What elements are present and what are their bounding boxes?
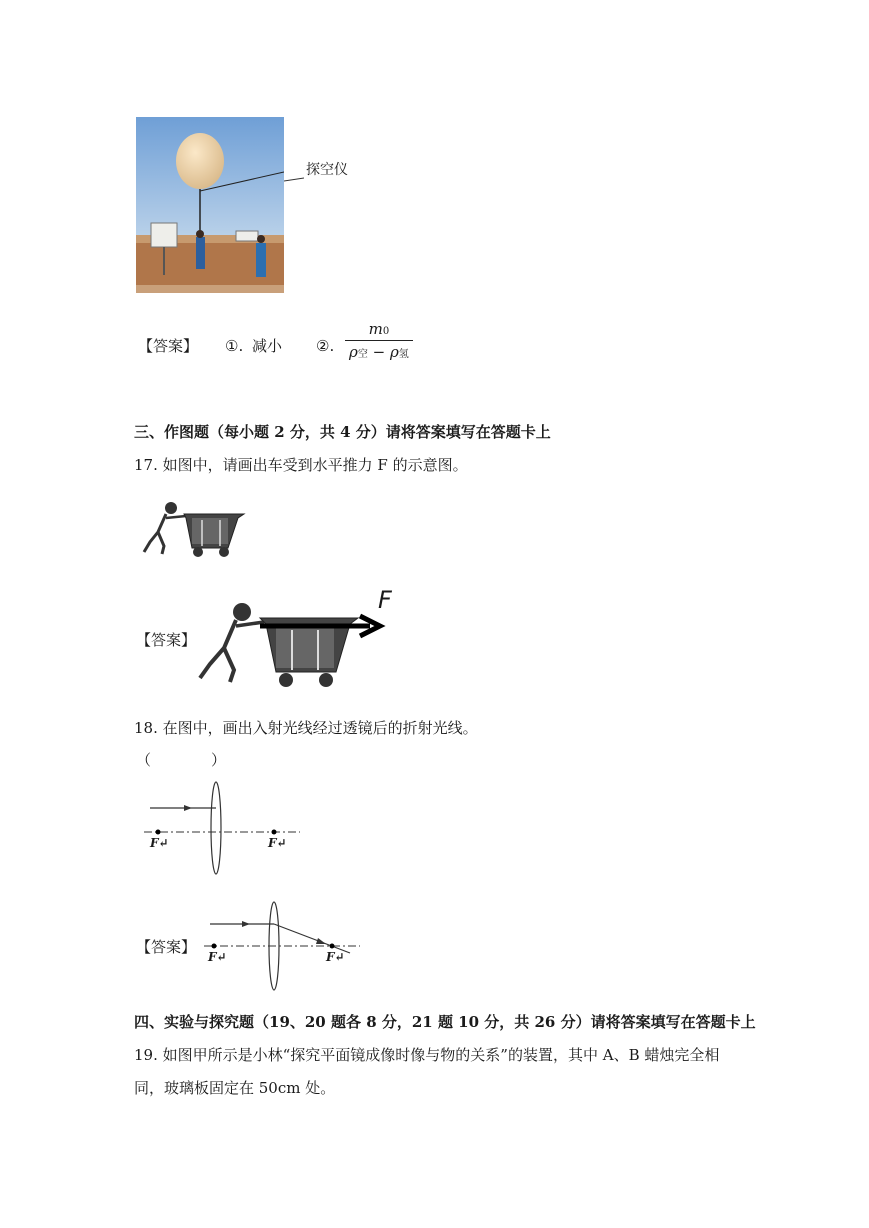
cart-answer-figure (190, 590, 400, 694)
force-label: F (378, 586, 392, 614)
answer-mark-1: ①. (225, 337, 244, 355)
answer-mark-2: ②. (316, 337, 335, 355)
balloon-photo (136, 117, 284, 293)
question-18-text: 18. 在图中，画出入射光线经过透镜后的折射光线。 (134, 719, 478, 737)
pointer-line (284, 168, 304, 187)
section-3-heading: 三、作图题（每小题 2 分，共 4 分）请将答案填写在答题卡上 (134, 423, 551, 441)
question-18-paren: （ ） (136, 751, 227, 769)
cart-figure (136, 496, 248, 564)
lens-figure (140, 780, 310, 884)
frac-den-sub-b: 氢 (398, 349, 409, 360)
frac-numerator: m (368, 320, 383, 338)
frac-den-rho-a: ρ (349, 343, 358, 361)
probe-label: 探空仪 (306, 162, 348, 178)
question-19-line-1: 19. 如图甲所示是小林“探究平面镜成像时像与物的关系”的装置，其中 A、B 蜡烛完全相 (134, 1046, 720, 1064)
answer-focus-left-label: F↵ (208, 950, 227, 964)
frac-den-sub-a: 空 (357, 349, 368, 360)
answer-17-tag: 【答案】 (136, 631, 197, 649)
answer-text-1: 减小 (252, 337, 283, 355)
frac-numerator-sub: 0 (382, 326, 390, 337)
answer-fraction (345, 320, 413, 361)
focus-left-label: F↵ (150, 836, 169, 850)
answer-tag: 【答案】 (138, 337, 199, 355)
answer-18-tag: 【答案】 (136, 938, 197, 956)
question-17-text: 17. 如图中，请画出车受到水平推力 F 的示意图。 (134, 456, 468, 474)
section-4-heading: 四、实验与探究题（19、20 题各 8 分，21 题 10 分，共 26 分）请将答案填写在答题卡上 (134, 1013, 756, 1031)
frac-den-rho-b: ρ (389, 343, 399, 361)
frac-minus: − (372, 343, 386, 361)
focus-right-label: F↵ (268, 836, 287, 850)
answer-focus-right-label: F↵ (326, 950, 345, 964)
question-19-line-2: 同，玻璃板固定在 50cm 处。 (134, 1079, 336, 1097)
